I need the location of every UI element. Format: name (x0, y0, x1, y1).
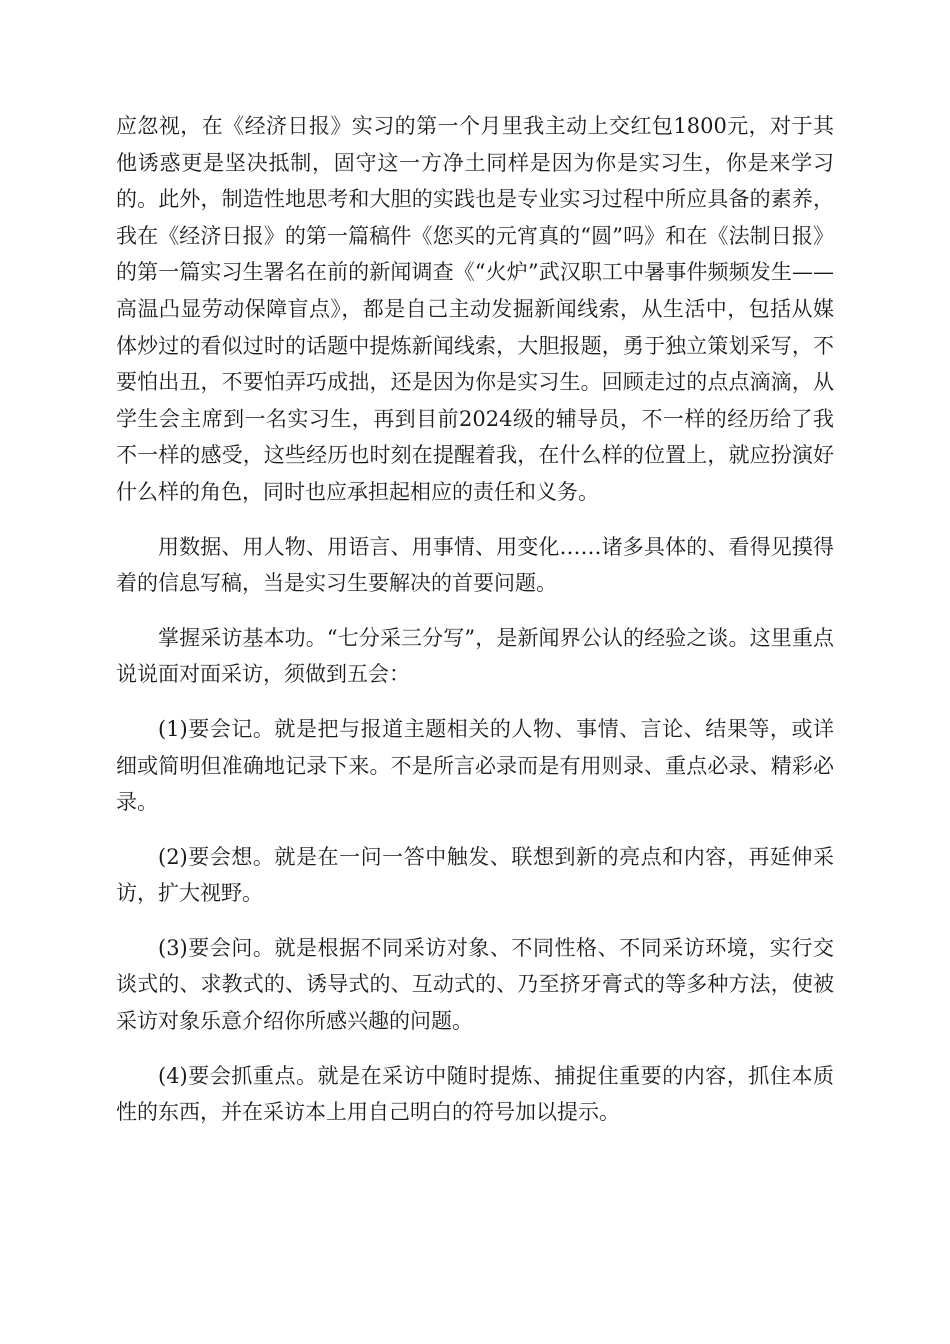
list-item-ask: (3)要会问。就是根据不同采访对象、不同性格、不同采访环境，实行交谈式的、求教式的、诱导式的、互动式的、乃至挤牙膏式的等多种方法，使被采访对象乐意介绍你所感兴趣的问题。 (116, 935, 834, 1034)
paragraph-interview-skills: 掌握采访基本功。“七分采三分写”，是新闻界公认的经验之谈。这里重点说说面对面采访，须做到五会： (116, 625, 834, 687)
list-item-record: (1)要会记。就是把与报道主题相关的人物、事情、言论、结果等，或详细或简明但准确地记录下来。不是所言必录而是有用则录、重点必录、精彩必录。 (116, 716, 834, 815)
paragraph-writing-with-specifics: 用数据、用人物、用语言、用事情、用变化……诸多具体的、看得见摸得着的信息写稿，当是实习生要解决的首要问题。 (116, 534, 834, 596)
list-item-think: (2)要会想。就是在一问一答中触发、联想到新的亮点和内容，再延伸采访，扩大视野。 (116, 844, 834, 906)
document-page (116, 108, 834, 1149)
paragraph-continuation: 应忽视，在《经济日报》实习的第一个月里我主动上交红包1800元，对于其他诱惑更是坚决抵制，固守这一方净土同样是因为你是实习生，你是来学习的。此外，制造性地思考和大胆的实践也是专业实习过程中所应具备的素养，我在《经济日报》的第一篇稿件《您买的元宵真的“圆”吗》和在《法制日报》的第一篇实习生署名在前的新闻调查《“火炉”武汉职工中暑事件频频发生——高温凸显劳动保障盲点》，都是自己主动发掘新闻线索，从生活中，包括从媒体炒过的看似过时的话题中提炼新闻线索，大胆报题，勇于独立策划采写，不要怕出丑，不要怕弄巧成拙，还是因为你是实习生。回顾走过的点点滴滴，从学生会主席到一名实习生，再到目前2024级的辅导员，不一样的经历给了我不一样的感受，这些经历也时刻在提醒着我，在什么样的位置上，就应扮演好什么样的角色，同时也应承担起相应的责任和义务。 (116, 114, 834, 504)
list-item-key-points: (4)要会抓重点。就是在采访中随时提炼、捕捉住重要的内容，抓住本质性的东西，并在采访本上用自己明白的符号加以提示。 (116, 1063, 834, 1125)
